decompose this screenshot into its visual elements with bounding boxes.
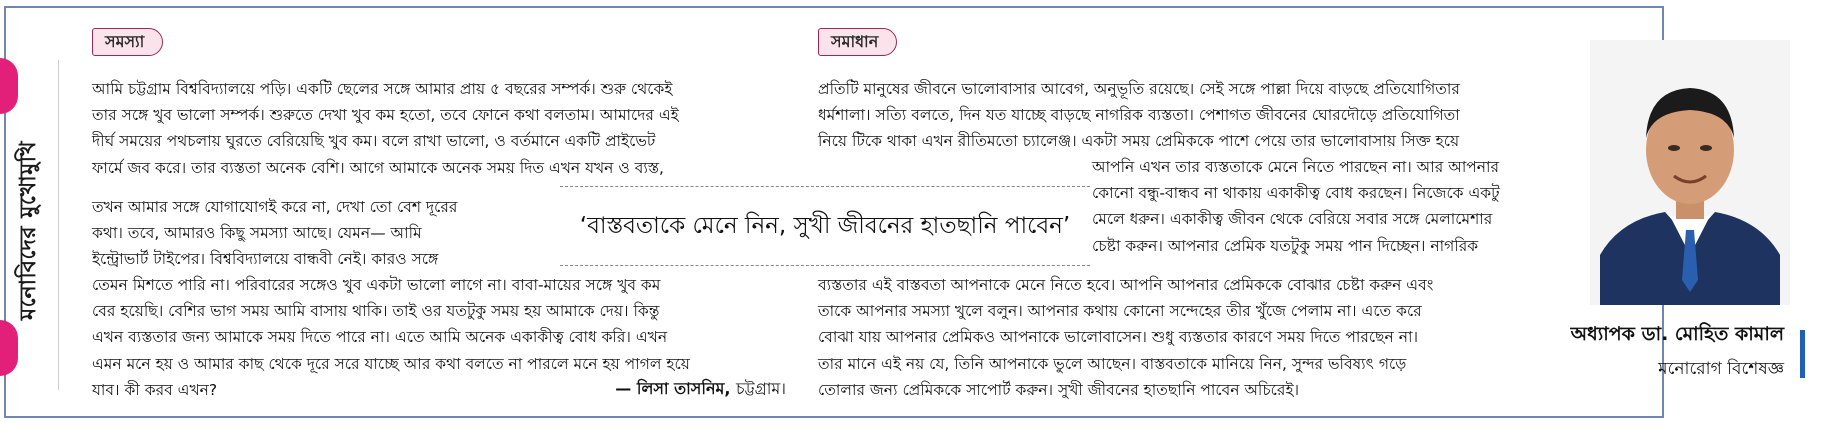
text-line: তোলার জন্য প্রেমিককে সাপোর্ট করুন। সুখী জীবনের হাতছানি পাবেন অচিরেই। bbox=[818, 380, 1300, 399]
column-divider bbox=[58, 60, 59, 390]
text-line: ব্যস্ততার এই বাস্তবতা আপনাকে মেনে নিতে হবে। আপনি আপনার প্রেমিককে বোঝার চেষ্টা করুন এবং bbox=[818, 276, 1434, 294]
expert-name: অধ্যাপক ডা. মোহিত কামাল bbox=[1570, 323, 1784, 345]
problem-paragraph-bottom bbox=[92, 272, 690, 403]
text-line: ধর্মশালা। সত্যি বলতে, দিন যত যাচ্ছে বাড়ছে নাগরিক ব্যস্ততা। পেশাগত জীবনের ঘোরদৌড়ে প্রতিযোগিতা bbox=[818, 106, 1460, 125]
text-line: বের হয়েছি। বেশির ভাগ সময় আমি বাসায় থাকি। তাই ওর যতটুকু সময় হয় আমাকে দেয়। কিন্তু bbox=[92, 302, 660, 321]
text-line: ইন্ট্রোভার্ট টাইপের। বিশ্ববিদ্যালয়ে বান্ধবী নেই। কারও সঙ্গে bbox=[92, 250, 439, 269]
problem-paragraph-mid bbox=[92, 194, 457, 273]
solution-paragraph-mid bbox=[1092, 154, 1500, 259]
solution-label: সমাধান bbox=[818, 28, 897, 56]
text-line: তার মানে এই নয় যে, তিনি আপনাকে ভুলে আছেন। বাস্তবতাকে মানিয়ে নিন, সুন্দর ভবিষ্যৎ গড়ে bbox=[818, 354, 1407, 373]
text-line: প্রতিটি মানুষের জীবনে ভালোবাসার আবেগ, অনুভূতি রয়েছে। সেই সঙ্গে পাল্লা দিয়ে বাড়ছে প্রতিযোগিতার bbox=[818, 80, 1460, 98]
expert-photo bbox=[1590, 40, 1790, 305]
column-name bbox=[12, 80, 48, 380]
expert-portrait-icon bbox=[1590, 40, 1790, 305]
text-line: কোনো বন্ধু-বান্ধব না থাকায় একাকীত্ব বোধ করছেন। নিজেকে একটু bbox=[1092, 184, 1500, 203]
text-line: ফার্মে জব করে। তার ব্যস্ততা অনেক বেশি। আগে আমাকে অনেক সময় দিত এখন যখন ও ব্যস্ত, bbox=[92, 158, 664, 177]
text-line: আমি চট্টগ্রাম বিশ্ববিদ্যালয়ে পড়ি। একটি ছেলের সঙ্গে আমার প্রায় ৫ বছরের সম্পর্ক। শুরু থেকেই bbox=[92, 80, 673, 98]
text-line: যাব। কী করব এখন? bbox=[92, 380, 218, 399]
accent-bar bbox=[1800, 330, 1805, 378]
text-line: নিয়ে টিকে থাকা এখন রীতিমতো চ্যালেঞ্জ। একটা সময় প্রেমিককে পাশে পেয়ে তার ভালোবাসায় সিক্ত হয়ে bbox=[818, 132, 1460, 151]
text-line: তাকে আপনার সমস্যা খুলে বলুন। আপনার কথায় কোনো সন্দেহের তীর খুঁজে পেলাম না। এতে করে bbox=[818, 302, 1422, 321]
text-line: কথা। তবে, আমারও কিছু সমস্যা আছে। যেমন— আমি bbox=[92, 224, 422, 243]
text-line: দীর্ঘ সময়ের পথচলায় ঘুরতে বেরিয়েছি খুব কম। বলে রাখা ভালো, ও বর্তমানে একটি প্রাইভেট bbox=[92, 132, 656, 151]
signature-name: — লিসা তাসনিম, bbox=[615, 379, 731, 398]
expert-designation: মনোরোগ বিশেষজ্ঞ bbox=[1658, 359, 1784, 379]
text-line: আপনি এখন তার ব্যস্ততাকে মেনে নিতে পারছেন না। আর আপনার bbox=[1092, 158, 1500, 176]
problem-label: সমস্যা bbox=[92, 28, 163, 56]
letter-signature bbox=[615, 376, 786, 403]
text-line: এখন ব্যস্ততার জন্য আমাকে সময় দিতে পারে না। এতে আমি অনেক একাকীত্ব বোধ করি। এখন bbox=[92, 328, 668, 347]
signature-place: চট্টগ্রাম। bbox=[736, 379, 786, 398]
headline-box bbox=[560, 186, 1090, 266]
column-name-text: মনোবিদের মুখোমুখি bbox=[16, 140, 42, 320]
headline: ‘বাস্তবতাকে মেনে নিন, সুখী জীবনের হাতছানি পাবেন’ bbox=[579, 212, 1071, 239]
solution-paragraph-top bbox=[818, 76, 1460, 155]
text-line: তখন আমার সঙ্গে যোগাযোগই করে না, দেখা তো বেশ দূরের bbox=[92, 198, 458, 216]
text-line: মেলে ধরুন। একাকীত্ব জীবন থেকে বেরিয়ে সবার সঙ্গে মেলামেশার bbox=[1092, 210, 1493, 229]
text-line: তার সঙ্গে খুব ভালো সম্পর্ক। শুরুতে দেখা খুব কম হতো, তবে ফোনে কথা বলতাম। আমাদের এই bbox=[92, 106, 679, 125]
text-line: এমন মনে হয় ও আমার কাছ থেকে দূরে সরে যাচ্ছে আর কথা বলতে না পারলে মনে হয় পাগল হয়ে bbox=[92, 354, 690, 373]
text-line: চেষ্টা করুন। আপনার প্রেমিক যতটুকু সময় পান দিচ্ছেন। নাগরিক bbox=[1092, 236, 1479, 255]
solution-paragraph-bottom bbox=[818, 272, 1433, 403]
text-line: বোঝা যায় আপনার প্রেমিকও আপনাকে ভালোবাসেন। শুধু ব্যস্ততার কারণে সময় দিতে পারছেন না। bbox=[818, 328, 1418, 347]
text-line: তেমন মিশতে পারি না। পরিবারের সঙ্গেও খুব একটা ভালো লাগে না। বাবা-মায়ের সঙ্গে খুব কম bbox=[92, 276, 661, 294]
problem-paragraph-top bbox=[92, 76, 679, 181]
